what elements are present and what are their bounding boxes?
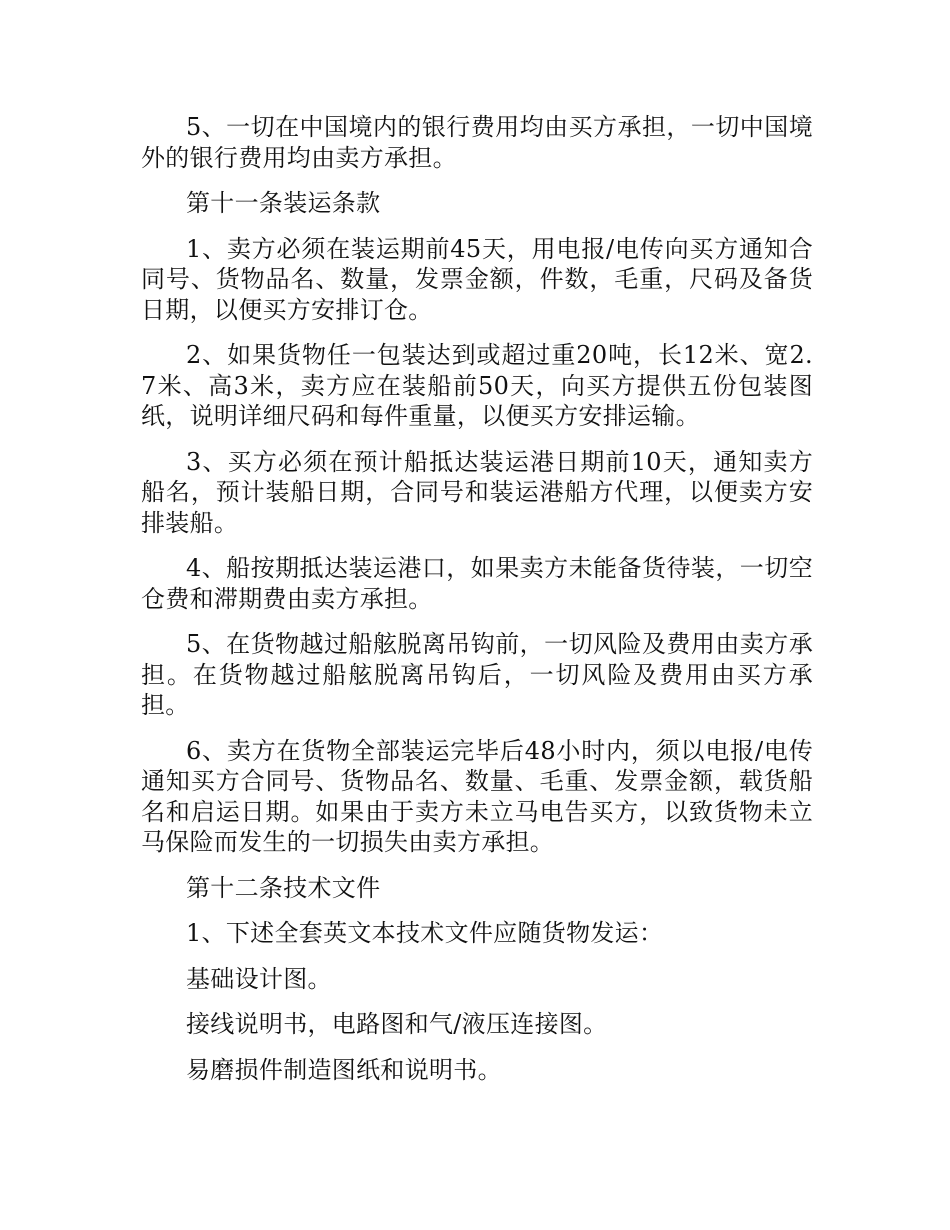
section-heading-shipping-terms: 第十一条装运条款 <box>186 189 381 217</box>
paragraph-vessel-notice: 3、买方必须在预计船抵达装运港日期前10天，通知卖方船名，预计装船日期，合同号和装运港船方代理，以便卖方安排装船。 <box>141 447 813 537</box>
paragraph-bank-fees: 5、一切在中国境内的银行费用均由买方承担，一切中国境外的银行费用均由卖方承担。 <box>141 113 813 172</box>
paragraph-dead-freight: 4、船按期抵达装运港口，如果卖方未能备货待装，一切空仓费和滞期费由卖方承担。 <box>141 554 813 613</box>
paragraph-document-list-intro: 1、下述全套英文本技术文件应随货物发运： <box>186 919 664 947</box>
paragraph-shipment-advice: 6、卖方在货物全部装运完毕后48小时内，须以电报/电传通知买方合同号、货物品名、数量、毛重、发票金额，载货船名和启运日期。如果由于卖方未立马电告买方，以致货物未立马保险而发生的一切损失由卖方承担。 <box>141 736 813 856</box>
paragraph-shipping-notice: 1、卖方必须在装运期前45天，用电报/电传向买方通知合同号、货物品名、数量，发票金额，件数，毛重，尺码及备货日期，以便买方安排订仓。 <box>141 234 813 324</box>
paragraph-oversize-package: 2、如果货物任一包装达到或超过重20吨，长12米、宽2.7米、高3米，卖方应在装船前50天，向买方提供五份包装图纸，说明详细尺码和每件重量，以便买方安排运输。 <box>141 341 813 430</box>
list-item-wiring-instructions: 接线说明书，电路图和气/液压连接图。 <box>186 1010 608 1038</box>
paragraph-risk-transfer: 5、在货物越过船舷脱离吊钩前，一切风险及费用由卖方承担。在货物越过船舷脱离吊钩后，一切风险及费用由买方承担。 <box>141 630 813 719</box>
section-heading-technical-documents: 第十二条技术文件 <box>186 873 381 902</box>
list-item-wear-parts-drawings: 易磨损件制造图纸和说明书。 <box>186 1055 502 1084</box>
document-page <box>141 112 813 1100</box>
list-item-foundation-drawings: 基础设计图。 <box>186 964 332 993</box>
